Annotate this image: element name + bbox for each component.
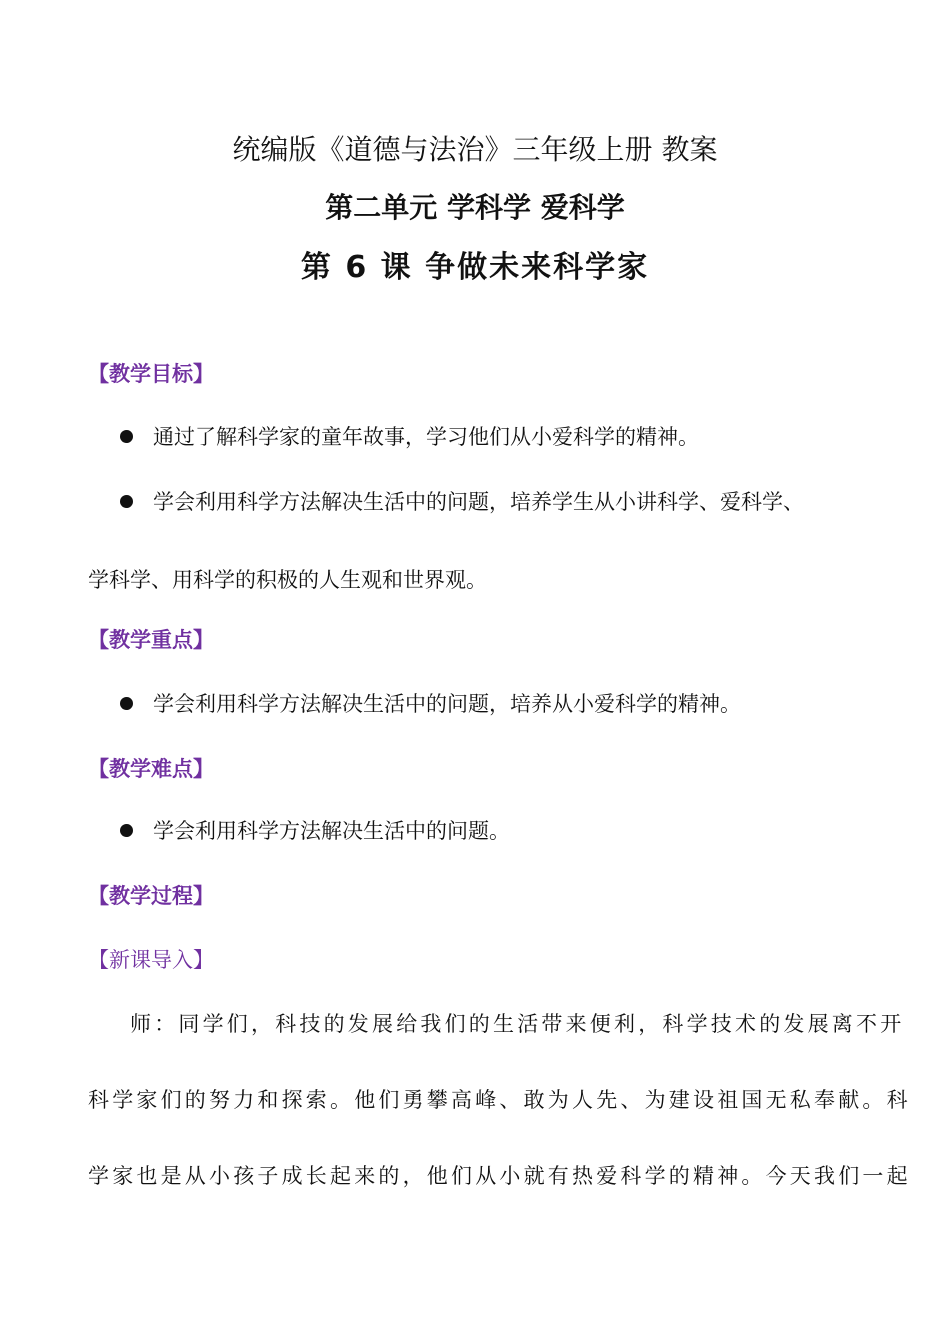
goals-heading: 【教学目标】: [88, 362, 214, 386]
difficulty-heading: 【教学难点】: [88, 757, 214, 781]
difficulty-item: 学会利用科学方法解决生活中的问题。: [120, 815, 510, 845]
unit-title: 第二单元 学科学 爱科学: [325, 191, 625, 224]
bullet-icon: [120, 495, 133, 508]
lesson-title: 第 6 课 争做未来科学家: [300, 250, 650, 285]
intro-paragraph-line: 学家也是从小孩子成长起来的，他们从小就有热爱科学的精神。今天我们一起: [88, 1164, 911, 1188]
goals-item: 通过了解科学家的童年故事，学习他们从小爱科学的精神。: [120, 421, 699, 451]
bullet-icon: [120, 697, 133, 710]
bullet-icon: [120, 824, 133, 837]
document-title: 统编版《道德与法治》三年级上册 教案: [232, 133, 718, 166]
intro-heading: 【新课导入】: [88, 948, 214, 972]
bullet-icon: [120, 430, 133, 443]
intro-paragraph-line: 师：同学们，科技的发展给我们的生活带来便利，科学技术的发展离不开: [130, 1012, 905, 1036]
focus-heading: 【教学重点】: [88, 628, 214, 652]
focus-item: 学会利用科学方法解决生活中的问题，培养从小爱科学的精神。: [120, 688, 741, 718]
process-heading: 【教学过程】: [88, 884, 214, 908]
goals-item-continuation: 学科学、用科学的积极的人生观和世界观。: [88, 568, 487, 592]
intro-paragraph-line: 科学家们的努力和探索。他们勇攀高峰、敢为人先、为建设祖国无私奉献。科: [88, 1088, 911, 1112]
goals-item: 学会利用科学方法解决生活中的问题，培养学生从小讲科学、爱科学、: [120, 486, 804, 516]
